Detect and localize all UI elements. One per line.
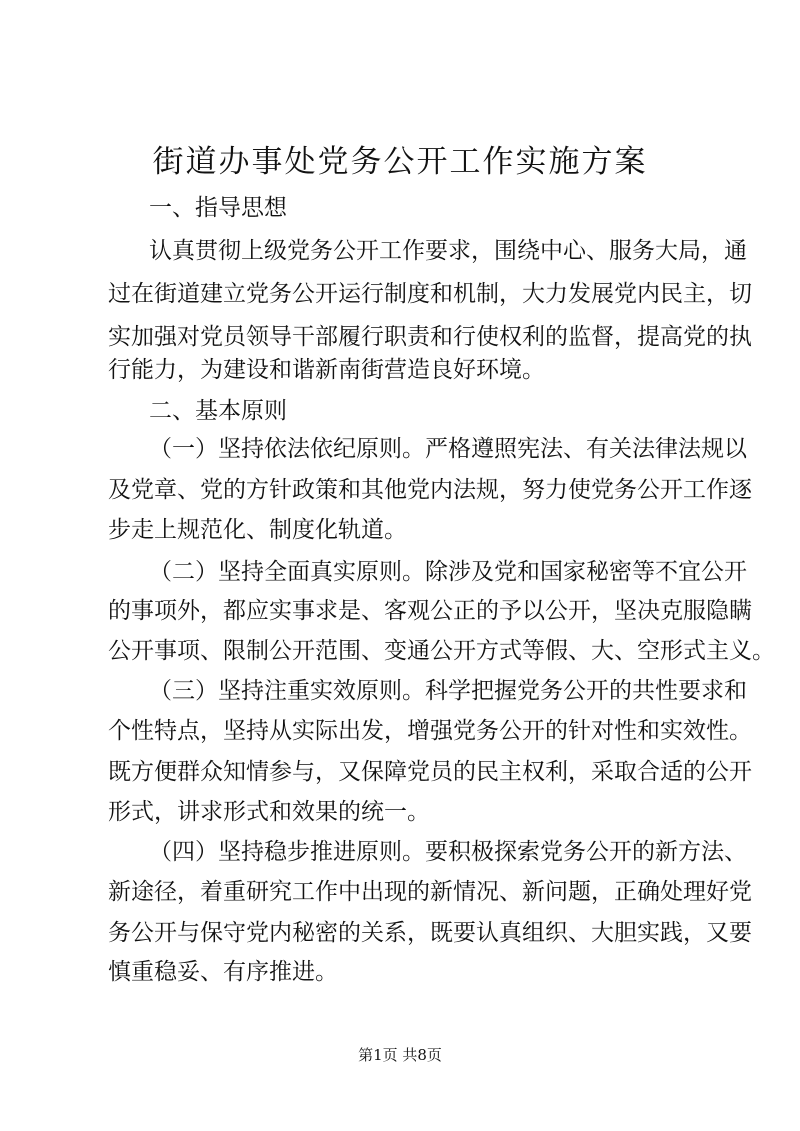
paragraph-line: 务公开与保守党内秘密的关系，既要认真组织、大胆实践，又要 (108, 920, 752, 946)
paragraph-line: 形式，讲求形式和效果的统一。 (108, 799, 430, 825)
heading-basic-principles: 二、基本原则 (149, 398, 287, 424)
document-title: 街道办事处党务公开工作实施方案 (152, 144, 648, 180)
paragraph-line: 个性特点，坚持从实际出发，增强党务公开的针对性和实效性。 (108, 718, 752, 744)
paragraph-line: （四）坚持稳步推进原则。要积极探索党务公开的新方法、 (149, 839, 747, 865)
paragraph-line: 行能力，为建设和谐新南街营造良好环境。 (108, 357, 545, 383)
paragraph-line: 既方便群众知情参与，又保障党员的民主权利，采取合适的公开 (108, 759, 752, 785)
paragraph-line: 实加强对党员领导干部履行职责和行使权利的监督，提高党的执 (108, 324, 752, 350)
paragraph-line: 认真贯彻上级党务公开工作要求，围绕中心、服务大局，通 (149, 238, 747, 264)
paragraph-line: 新途径，着重研究工作中出现的新情况、新问题，正确处理好党 (108, 879, 752, 905)
paragraph-line: （二）坚持全面真实原则。除涉及党和国家秘密等不宜公开 (149, 559, 747, 585)
heading-guiding-thought: 一、指导思想 (149, 195, 287, 221)
paragraph-line: （三）坚持注重实效原则。科学把握党务公开的共性要求和 (149, 678, 747, 704)
paragraph-line: 步走上规范化、制度化轨道。 (108, 517, 407, 543)
paragraph-line: 的事项外，都应实事求是、客观公正的予以公开，坚决克服隐瞒 (108, 598, 752, 624)
paragraph-line: 及党章、党的方针政策和其他党内法规，努力使党务公开工作逐 (108, 477, 752, 503)
paragraph-line: 公开事项、限制公开范围、变通公开方式等假、大、空形式主义。 (108, 638, 775, 664)
paragraph-line: 过在街道建立党务公开运行制度和机制，大力发展党内民主，切 (108, 281, 752, 307)
page-number-footer: 第1页 共8页 (358, 1046, 442, 1064)
paragraph-line: （一）坚持依法依纪原则。严格遵照宪法、有关法律法规以 (149, 436, 747, 462)
paragraph-line: 慎重稳妥、有序推进。 (108, 959, 338, 985)
